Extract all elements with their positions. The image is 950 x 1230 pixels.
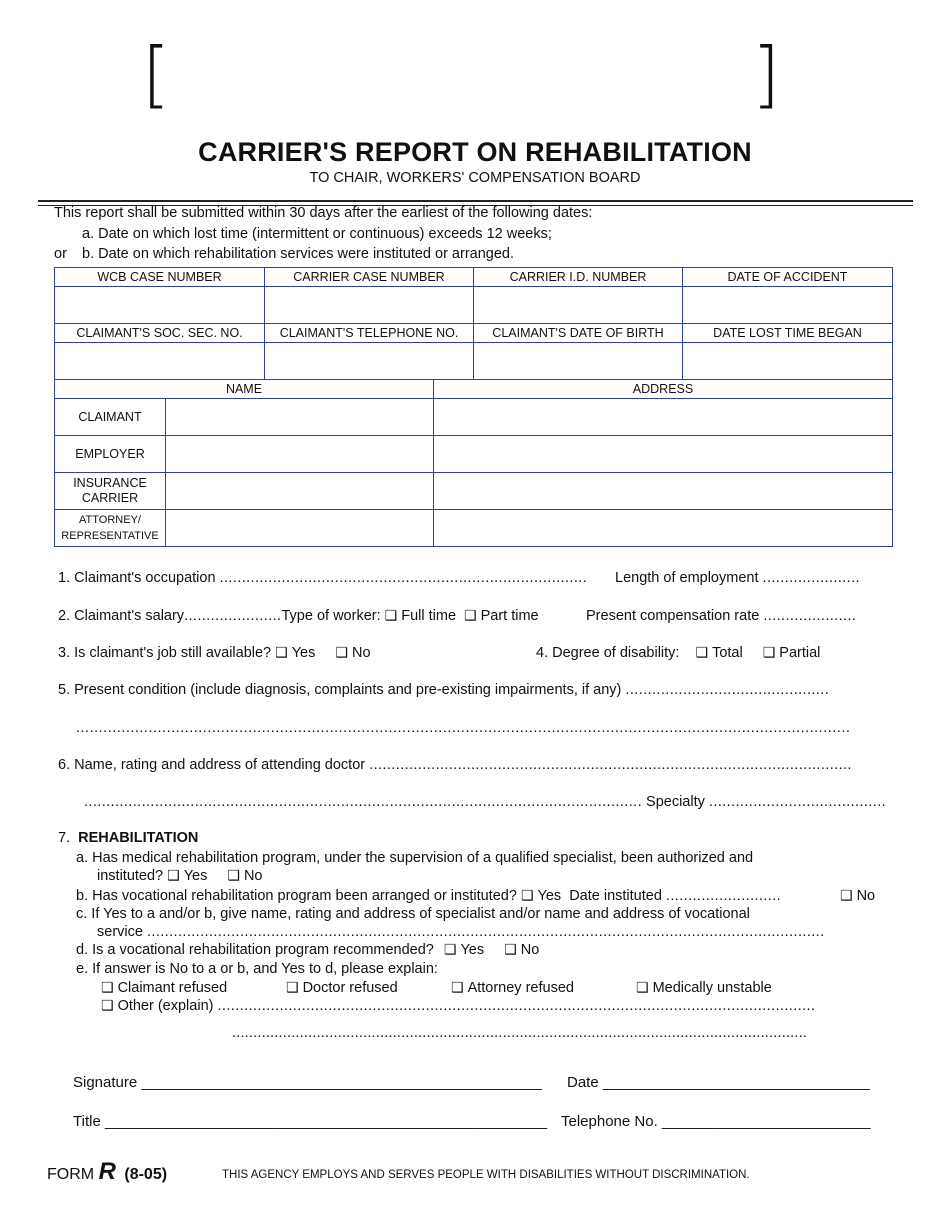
total-checkbox[interactable]: ❑ [695,645,709,661]
employer-name-field[interactable] [166,436,434,473]
doctor-refused-checkbox[interactable]: ❑ [286,980,299,996]
q7d-no-checkbox[interactable]: ❑ [504,942,517,958]
q5-blank-line-2[interactable]: ........................................................................................................................................................................... [76,720,851,736]
q3-no-label: No [351,645,371,661]
medically-unstable-checkbox[interactable]: ❑ [636,980,649,996]
q7b-no-label: No [856,888,876,904]
q7b-no-checkbox[interactable]: ❑ [840,888,853,904]
total-label: Total [712,645,743,661]
date-field[interactable]: ________________________________ [602,1074,870,1091]
row-label-insurance-carrier: INSURANCE CARRIER [55,473,166,510]
q7a-line-1: a. Has medical rehabilitation program, under the supervision of a qualified specialist, been authorized and [76,850,754,866]
form-letter: R [98,1158,116,1185]
q1-length-of-employment [615,570,860,586]
intro-or: or [54,246,67,262]
q7b-no-option [840,888,875,904]
q7b-date-blank[interactable]: .......................... [665,888,782,904]
q2-salary [58,608,539,624]
claimant-telephone-field[interactable] [265,343,474,380]
header-carrier-case-number: CARRIER CASE NUMBER [265,268,474,287]
right-bracket: ] [752,32,781,116]
header-carrier-id-number: CARRIER I.D. NUMBER [474,268,683,287]
q7a-no-checkbox[interactable]: ❑ [227,868,240,884]
q7d [76,942,539,958]
carrier-id-number-field[interactable] [474,287,683,324]
q3-no-checkbox[interactable]: ❑ [335,645,348,661]
carrier-case-number-field[interactable] [265,287,474,324]
q7c-line-1: c. If Yes to a and/or b, give name, rating and address of specialist and/or name and address of vocational [76,906,750,922]
signature-field[interactable]: ________________________________________________ [141,1074,542,1091]
q7d-yes-checkbox[interactable]: ❑ [443,942,457,958]
q6-blank[interactable]: ............................................................................................................. [369,757,852,773]
page-title: CARRIER'S REPORT ON REHABILITATION [198,137,752,167]
q7a-instituted-label: instituted? [97,868,164,884]
claimant-dob-field[interactable] [474,343,683,380]
full-time-checkbox[interactable]: ❑ [384,608,398,624]
full-time-label: Full time [401,608,457,624]
q7e-option-doctor-refused [286,980,398,996]
q1-label: 1. Claimant's occupation [58,570,216,586]
date-lost-time-began-field[interactable] [683,343,893,380]
case-info-table [54,267,893,380]
attorney-name-field[interactable] [166,510,434,547]
attorney-refused-label: Attorney refused [467,980,574,996]
medically-unstable-label: Medically unstable [652,980,772,996]
q7b [76,888,781,904]
partial-checkbox[interactable]: ❑ [762,645,776,661]
attorney-refused-checkbox[interactable]: ❑ [451,980,464,996]
date-of-accident-field[interactable] [683,287,893,324]
q6-attending-doctor [58,757,852,773]
form-id [47,1158,167,1186]
telephone-field[interactable]: _________________________ [661,1113,871,1130]
row-label-claimant: CLAIMANT [55,399,166,436]
q7c-service-label: service [97,924,143,940]
header-wcb-case-number: WCB CASE NUMBER [55,268,265,287]
q3-yes-label: Yes [291,645,316,661]
q7d-yes-label: Yes [460,942,485,958]
rehabilitation-heading: REHABILITATION [78,830,199,846]
q3-job-available [58,645,371,661]
left-bracket: [ [142,32,171,116]
claimant-ssn-field[interactable] [55,343,265,380]
q7d-label: d. Is a vocational rehabilitation program recommended? [76,942,434,958]
q4-degree-of-disability [536,645,820,661]
intro-line-3: b. Date on which rehabilitation services were instituted or arranged. [82,246,515,262]
q7c-blank[interactable]: ......................................................................................................................................................... [146,924,825,940]
specialty-label: Specialty [646,794,705,810]
q3-label: 3. Is claimant's job still available? [58,645,272,661]
q1-length-label: Length of employment [615,570,759,586]
intro-line-2: a. Date on which lost time (intermittent or continuous) exceeds 12 weeks; [82,226,552,242]
title-label: Title [73,1113,101,1130]
q7e-label: e. If answer is No to a or b, and Yes to d, please explain: [76,961,438,977]
q7c-line-2 [97,924,825,940]
q7e-other [101,998,815,1014]
q1-occupation [58,570,587,586]
telephone-label: Telephone No. [561,1113,658,1130]
header-claimant-ssn: CLAIMANT'S SOC. SEC. NO. [55,324,265,343]
q7e-option-claimant-refused [101,980,227,996]
other-explain-checkbox[interactable]: ❑ [101,998,114,1014]
part-time-label: Part time [480,608,539,624]
q7d-no-label: No [520,942,540,958]
claimant-address-field[interactable] [434,399,893,436]
q2-type-label: Type of worker: [281,608,381,624]
header-address: ADDRESS [434,380,893,399]
q7a-no-label: No [243,868,263,884]
q7-number: 7. [58,830,71,846]
telephone-row [561,1113,870,1130]
partial-label: Partial [779,645,821,661]
q7b-yes-label: Yes [537,888,562,904]
other-explain-blank-line-2[interactable]: ........................................................................................................................................ [232,1025,808,1041]
q5-label: 5. Present condition (include diagnosis, complaints and pre-existing impairments, if any) [58,682,622,698]
q1-occupation-blank[interactable]: ................................................................................... [219,570,588,586]
q5-blank[interactable]: .............................................. [625,682,830,698]
q7e-option-medically-unstable [636,980,772,996]
q7a-line-2 [97,868,263,884]
header-date-lost-time-began: DATE LOST TIME BEGAN [683,324,893,343]
q7e-option-attorney-refused [451,980,574,996]
q6-blank-line-2[interactable]: .............................................................................................................................. [84,794,642,810]
attorney-address-field[interactable] [434,510,893,547]
title-field[interactable]: _____________________________________________________ [104,1113,548,1130]
q2-compensation-rate [586,608,856,624]
employer-address-field[interactable] [434,436,893,473]
q5-present-condition [58,682,829,698]
intro-line-1: This report shall be submitted within 30 days after the earliest of the following dates: [54,205,593,221]
q7a-yes-label: Yes [183,868,208,884]
q6-line-2 [84,794,886,810]
row-label-attorney: ATTORNEY/ REPRESENTATIVE [55,510,166,547]
q7-heading [58,830,198,846]
form-label: FORM [47,1166,95,1183]
insurance-carrier-address-field[interactable] [434,473,893,510]
q6-label: 6. Name, rating and address of attending doctor [58,757,366,773]
header-rule [38,200,913,202]
q7b-yes-checkbox[interactable]: ❑ [520,888,534,904]
claimant-name-field[interactable] [166,399,434,436]
row-label-employer: EMPLOYER [55,436,166,473]
claimant-refused-checkbox[interactable]: ❑ [101,980,114,996]
q7b-date-label: Date instituted [569,888,662,904]
header-claimant-dob: CLAIMANT'S DATE OF BIRTH [474,324,683,343]
form-version: (8-05) [124,1166,168,1183]
signature-row [73,1074,542,1091]
q2-label: 2. Claimant's salary [58,608,185,624]
other-explain-label: Other (explain) [117,998,214,1014]
specialty-blank[interactable]: ........................................ [708,794,887,810]
page-subtitle: TO CHAIR, WORKERS' COMPENSATION BOARD [309,170,641,186]
doctor-refused-label: Doctor refused [302,980,398,996]
q7b-label: b. Has vocational rehabilitation program been arranged or instituted? [76,888,517,904]
signature-label: Signature [73,1074,138,1091]
q1-length-blank[interactable]: ...................... [762,570,860,586]
parties-table [54,379,893,547]
date-row [567,1074,870,1091]
insurance-carrier-name-field[interactable] [166,473,434,510]
header-claimant-telephone: CLAIMANT'S TELEPHONE NO. [265,324,474,343]
nondiscrimination-notice: THIS AGENCY EMPLOYS AND SERVES PEOPLE WITH DISABILITIES WITHOUT DISCRIMINATION. [222,1169,750,1181]
header-date-of-accident: DATE OF ACCIDENT [683,268,893,287]
q2-rate-label: Present compensation rate [586,608,760,624]
header-name: NAME [55,380,434,399]
q2-salary-blank[interactable]: ...................... [184,608,282,624]
q7a-yes-checkbox[interactable]: ❑ [167,868,180,884]
claimant-refused-label: Claimant refused [117,980,228,996]
part-time-checkbox[interactable]: ❑ [464,608,477,624]
q2-rate-blank[interactable]: ..................... [763,608,857,624]
title-row [73,1113,547,1130]
q3-yes-checkbox[interactable]: ❑ [275,645,288,661]
wcb-case-number-field[interactable] [55,287,265,324]
date-label: Date [567,1074,599,1091]
other-explain-blank[interactable]: ....................................................................................................................................... [217,998,816,1014]
q4-label: 4. Degree of disability: [536,645,680,661]
